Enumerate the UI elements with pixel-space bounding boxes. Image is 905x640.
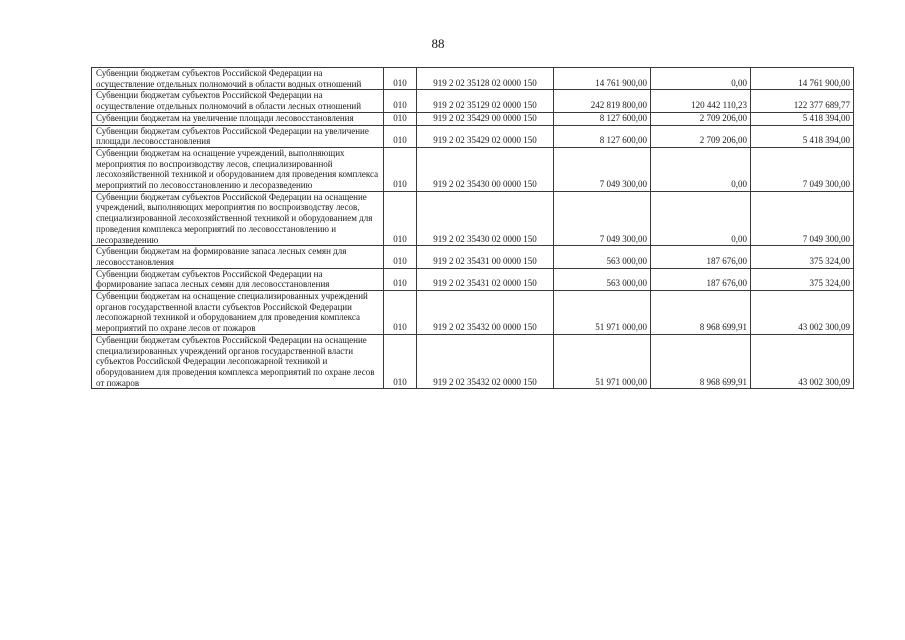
row-budget-code: 919 2 02 35128 02 0000 150	[417, 68, 554, 90]
row-budget-code: 919 2 02 35430 00 0000 150	[417, 147, 554, 191]
row-name-cell	[92, 68, 384, 90]
row-name: Субвенции бюджетам субъектов Российской Федерации на оснащение специализированных учреждений органов государственной власти субъектов Российской Федерации лесопожарной техникой и оборудованием для проведения комплекса мероприятий по охране лесов от пожаров	[96, 334, 375, 388]
row-remainder-amount: 43 002 300,09	[751, 334, 854, 389]
row-plan-amount: 51 971 000,00	[554, 334, 651, 389]
table-row	[92, 68, 854, 90]
row-plan-amount: 563 000,00	[554, 246, 651, 268]
row-budget-code: 919 2 02 35431 00 0000 150	[417, 246, 554, 268]
row-plan-amount: 8 127 600,00	[554, 112, 651, 125]
row-plan-amount: 51 971 000,00	[554, 291, 651, 335]
row-executed-amount: 0,00	[651, 68, 751, 90]
row-name: Субвенции бюджетам субъектов Российской Федерации на оснащение учреждений, выполняющих мероприятия по воспроизводству лесов, специализированной лесохозяйственной техникой и оборудованием для проведения комплекса мероприятий по лесовосстановлению и лесоразведению	[96, 191, 373, 245]
row-budget-code: 919 2 02 35129 02 0000 150	[417, 90, 554, 112]
row-name: Субвенции бюджетам субъектов Российской Федерации на формирование запаса лесных семян для лесовосстановления	[96, 268, 330, 290]
row-admin-code: 010	[384, 112, 417, 125]
row-executed-amount: 187 676,00	[651, 268, 751, 290]
row-admin-code: 010	[384, 246, 417, 268]
row-remainder-amount: 375 324,00	[751, 268, 854, 290]
row-budget-code: 919 2 02 35429 02 0000 150	[417, 125, 554, 147]
row-remainder-amount: 43 002 300,09	[751, 291, 854, 335]
row-admin-code: 010	[384, 90, 417, 112]
table-row	[92, 147, 854, 191]
row-budget-code: 919 2 02 35431 02 0000 150	[417, 268, 554, 290]
row-budget-code: 919 2 02 35432 00 0000 150	[417, 291, 554, 335]
row-name-cell	[92, 90, 384, 112]
row-executed-amount: 8 968 699,91	[651, 291, 751, 335]
row-name: Субвенции бюджетам на оснащение учреждений, выполняющих мероприятия по воспроизводству лесов, специализированной лесохозяйственной техникой и оборудованием для проведения комплекса мероприятий по лесовосстановлению и лесоразведению	[96, 147, 379, 191]
row-remainder-amount: 5 418 394,00	[751, 125, 854, 147]
row-remainder-amount: 122 377 689,77	[751, 90, 854, 112]
row-admin-code: 010	[384, 147, 417, 191]
row-plan-amount: 7 049 300,00	[554, 191, 651, 246]
table-row	[92, 246, 854, 268]
row-executed-amount: 2 709 206,00	[651, 112, 751, 125]
row-executed-amount: 8 968 699,91	[651, 334, 751, 389]
row-plan-amount: 8 127 600,00	[554, 125, 651, 147]
row-name-cell	[92, 246, 384, 268]
row-name: Субвенции бюджетам на формирование запаса лесных семян для лесовосстановления	[96, 246, 347, 267]
row-admin-code: 010	[384, 125, 417, 147]
row-admin-code: 010	[384, 291, 417, 335]
row-admin-code: 010	[384, 68, 417, 90]
table-row	[92, 191, 854, 246]
table-row	[92, 268, 854, 290]
row-name-cell	[92, 125, 384, 147]
budget-table	[91, 67, 854, 389]
row-plan-amount: 14 761 900,00	[554, 68, 651, 90]
row-remainder-amount: 5 418 394,00	[751, 112, 854, 125]
budget-table-body	[92, 68, 854, 389]
row-name-cell	[92, 291, 384, 335]
row-executed-amount: 0,00	[651, 191, 751, 246]
row-budget-code: 919 2 02 35430 02 0000 150	[417, 191, 554, 246]
row-plan-amount: 242 819 800,00	[554, 90, 651, 112]
table-row	[92, 112, 854, 125]
row-name-cell	[92, 268, 384, 290]
row-name: Субвенции бюджетам субъектов Российской Федерации на увеличение площади лесовосстановления	[96, 125, 369, 147]
table-row	[92, 291, 854, 335]
row-admin-code: 010	[384, 334, 417, 389]
row-executed-amount: 120 442 110,23	[651, 90, 751, 112]
row-remainder-amount: 7 049 300,00	[751, 147, 854, 191]
row-name-cell	[92, 334, 384, 389]
row-budget-code: 919 2 02 35429 00 0000 150	[417, 112, 554, 125]
row-plan-amount: 7 049 300,00	[554, 147, 651, 191]
table-row	[92, 90, 854, 112]
page-number: 88	[431, 36, 445, 51]
row-plan-amount: 563 000,00	[554, 268, 651, 290]
row-name: Субвенции бюджетам на увеличение площади лесовосстановления	[96, 112, 354, 123]
table-row	[92, 334, 854, 389]
row-name-cell	[92, 191, 384, 246]
row-remainder-amount: 375 324,00	[751, 246, 854, 268]
row-admin-code: 010	[384, 191, 417, 246]
row-name: Субвенции бюджетам субъектов Российской Федерации на осуществление отдельных полномочий в области лесных отношений	[96, 90, 362, 112]
row-budget-code: 919 2 02 35432 02 0000 150	[417, 334, 554, 389]
row-executed-amount: 2 709 206,00	[651, 125, 751, 147]
table-row	[92, 125, 854, 147]
row-name-cell	[92, 147, 384, 191]
row-name: Субвенции бюджетам субъектов Российской Федерации на осуществление отдельных полномочий в области водных отношений	[96, 68, 362, 89]
row-admin-code: 010	[384, 268, 417, 290]
row-executed-amount: 187 676,00	[651, 246, 751, 268]
row-name: Субвенции бюджетам на оснащение специализированных учреждений органов государственной власти субъектов Российской Федерации лесопожарной техникой и оборудованием для проведения комплекса мероприятий по охране лесов от пожаров	[96, 291, 368, 334]
row-executed-amount: 0,00	[651, 147, 751, 191]
row-remainder-amount: 14 761 900,00	[751, 68, 854, 90]
row-remainder-amount: 7 049 300,00	[751, 191, 854, 246]
row-name-cell	[92, 112, 384, 125]
